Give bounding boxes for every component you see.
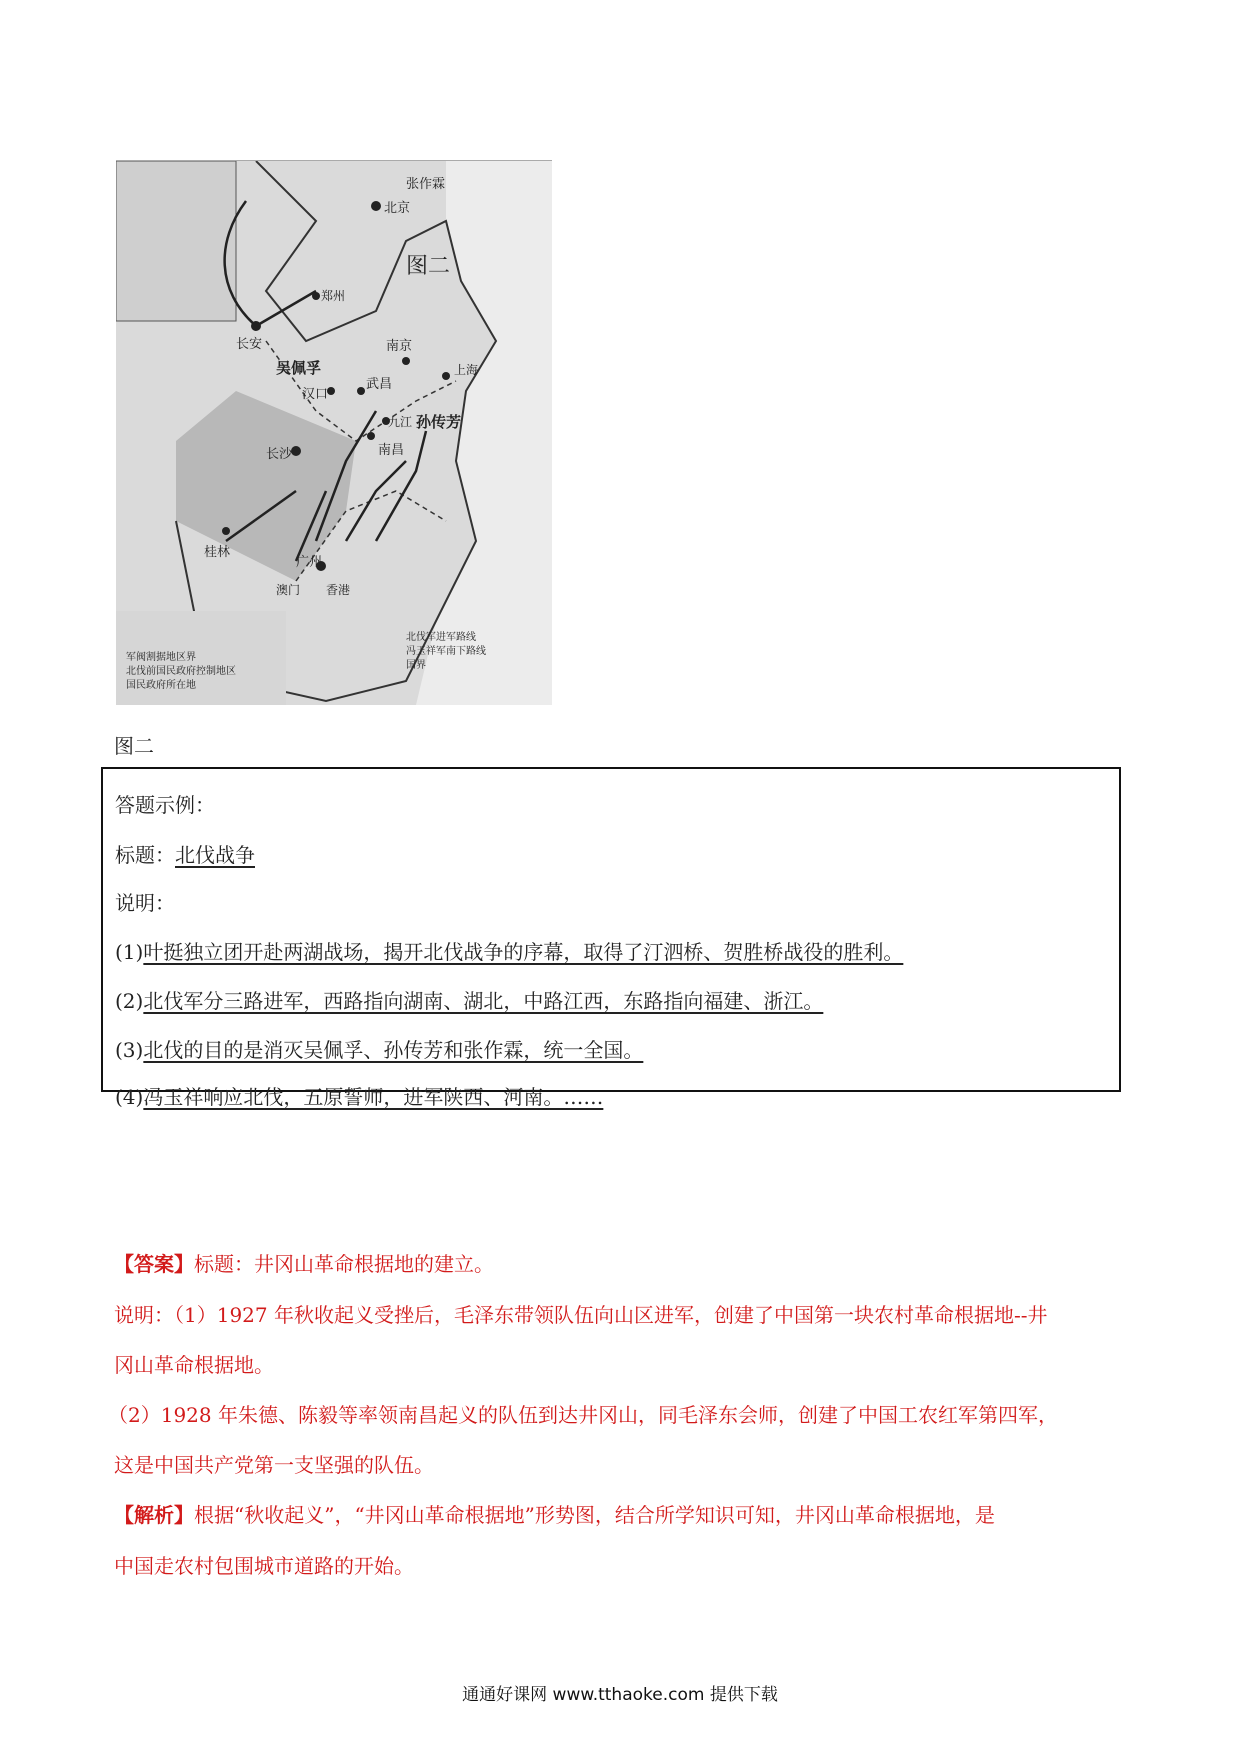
map-city-zhengzhou: 郑州 <box>321 289 346 303</box>
example-answer-box <box>101 767 1121 1109</box>
figure-caption: 图二 <box>114 734 154 758</box>
analysis-tag: 【解析】 <box>114 1503 194 1527</box>
answer-explain-2: （2）1928 年朱德、陈毅等率领南昌起义的队伍到达井冈山，同毛泽东会师，创建了中国工农红军第四军， <box>108 1403 1058 1427</box>
map-graphic <box>116 161 552 705</box>
map-city-guangzhou: 广州 <box>296 555 323 570</box>
map-legend-right <box>406 631 486 673</box>
title-value: 北伐战争 <box>175 843 255 867</box>
map-region-zhang: 张作霖 <box>406 177 446 192</box>
item-number: (2) <box>115 989 144 1013</box>
example-explain-label: 说明： <box>115 891 175 915</box>
map-label: 图二 <box>406 254 451 279</box>
example-item <box>115 1034 643 1063</box>
map-city-shanghai: 上海 <box>454 363 479 377</box>
map-city-macau: 澳门 <box>276 583 301 597</box>
item-number: (3) <box>115 1038 144 1062</box>
answer-title: 标题：井冈山革命根据地的建立。 <box>194 1252 494 1276</box>
map-region-sun: 孙传芳 <box>416 413 462 431</box>
map-city-hankou: 汉口 <box>302 387 329 402</box>
map-city-hongkong: 香港 <box>326 583 351 597</box>
legend-item: 国界 <box>406 660 426 671</box>
item-number: (4) <box>115 1085 144 1109</box>
map-city-changan: 长安 <box>236 337 263 352</box>
title-label: 标题： <box>115 843 175 867</box>
northern-expedition-map <box>116 160 552 705</box>
page-footer: 通通好课网 www.tthaoke.com 提供下载 <box>462 1685 778 1705</box>
map-city-nanchang: 南昌 <box>378 443 405 458</box>
item-text: 北伐的目的是消灭吴佩孚、孙传芳和张作霖，统一全国。 <box>143 1038 644 1062</box>
example-heading: 答题示例： <box>115 793 215 817</box>
legend-item: 冯玉祥军南下路线 <box>406 646 486 657</box>
example-item <box>115 936 903 965</box>
analysis-text: 根据“秋收起义”，“井冈山革命根据地”形势图，结合所学知识可知，井冈山革命根据地，是 <box>194 1503 995 1527</box>
item-text: 北伐军分三路进军，西路指向湖南、湖北，中路江西，东路指向福建、浙江。 <box>143 989 824 1013</box>
map-legend-left <box>126 651 236 693</box>
analysis-text-cont: 中国走农村包围城市道路的开始。 <box>114 1554 414 1578</box>
map-city-jiujiang: 九江 <box>388 415 413 429</box>
example-title-line <box>115 839 255 868</box>
legend-item: 国民政府所在地 <box>126 680 196 691</box>
example-item <box>115 1081 603 1110</box>
example-item <box>115 985 823 1014</box>
answer-tag: 【答案】 <box>114 1252 194 1276</box>
item-number: (1) <box>115 940 144 964</box>
map-city-wuchang: 武昌 <box>366 377 393 392</box>
answer-explain-1-cont: 冈山革命根据地。 <box>114 1353 274 1377</box>
item-text: 冯玉祥响应北伐，五原誓师，进军陕西、河南。…… <box>143 1085 604 1109</box>
legend-item: 北伐军进军路线 <box>406 632 476 643</box>
map-city-changsha: 长沙 <box>266 447 293 462</box>
map-region-wu: 吴佩孚 <box>276 359 322 377</box>
map-city-guilin: 桂林 <box>204 545 231 560</box>
item-text: 叶挺独立团开赴两湖战场，揭开北伐战争的序幕，取得了汀泗桥、贺胜桥战役的胜利。 <box>143 940 904 964</box>
answer-explain-1: 说明：（1）1927 年秋收起义受挫后，毛泽东带领队伍向山区进军，创建了中国第一块农村革命根据地--井 <box>114 1303 1048 1327</box>
legend-item: 军阀割据地区界 <box>126 652 196 663</box>
map-city-nanjing: 南京 <box>386 339 413 354</box>
answer-explain-2-cont: 这是中国共产党第一支坚强的队伍。 <box>114 1453 434 1477</box>
analysis-line <box>114 1499 995 1528</box>
legend-item: 北伐前国民政府控制地区 <box>126 666 236 677</box>
map-city-beijing: 北京 <box>384 201 411 216</box>
answer-line <box>114 1248 494 1277</box>
